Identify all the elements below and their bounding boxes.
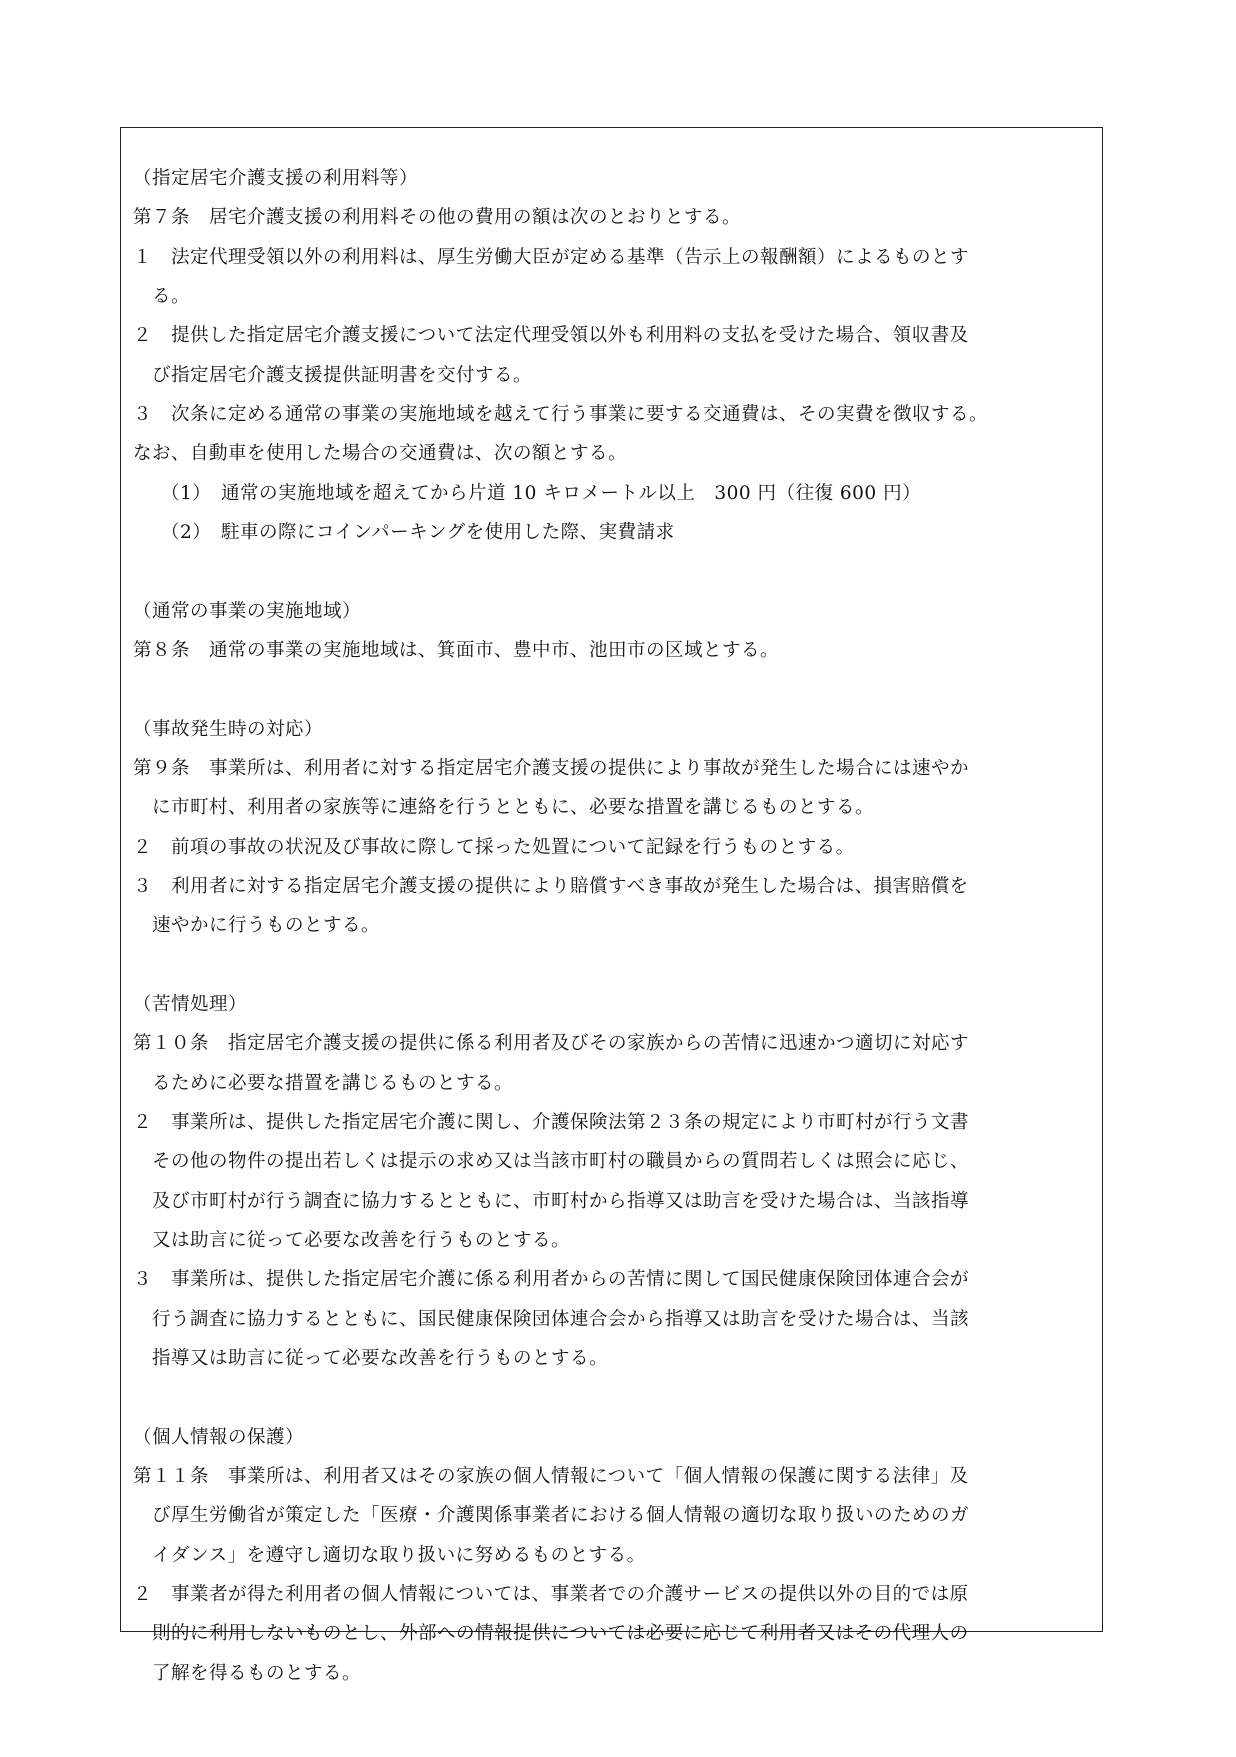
article-9-cont: に市町村、利用者の家族等に連絡を行うとともに、必要な措置を講じるものとする。 [133,797,875,818]
article-8: 第８条 通常の事業の実施地域は、箕面市、豊中市、池田市の区域とする。 [133,640,780,661]
article-10-item-3: ３ 事業所は、提供した指定居宅介護に係る利用者からの苦情に関して国民健康保険団体連合会が [133,1269,970,1290]
article-11-item-2-cont-2: 了解を得るものとする。 [133,1663,362,1684]
article-10-item-3-cont-1: 行う調査に協力するとともに、国民健康保険団体連合会から指導又は助言を受けた場合は、当該 [133,1309,970,1330]
article-7-item-3: ３ 次条に定める通常の事業の実施地域を越えて行う事業に要する交通費は、その実費を徴収する。 [133,404,989,425]
document-frame [120,127,1103,1684]
article-7-item-3-cont: なお、自動車を使用した場合の交通費は、次の額とする。 [133,443,628,464]
article-10-item-2-cont-2: 及び市町村が行う調査に協力するとともに、市町村から指導又は助言を受けた場合は、当該指導 [133,1191,970,1212]
heading-privacy: （個人情報の保護） [133,1427,305,1448]
article-10-item-2: ２ 事業所は、提供した指定居宅介護に関し、介護保険法第２３条の規定により市町村が行う文書 [133,1112,970,1133]
article-11: 第１１条 事業所は、利用者又はその家族の個人情報について「個人情報の保護に関する法律」及 [133,1466,969,1487]
article-11-cont-1: び厚生労働省が策定した「医療・介護関係事業者における個人情報の適切な取り扱いのためのガ [133,1505,970,1526]
article-11-cont-2: イダンス」を遵守し適切な取り扱いに努めるものとする。 [133,1545,646,1566]
article-7-item-2: ２ 提供した指定居宅介護支援について法定代理受領以外も利用料の支払を受けた場合、領収書及 [133,325,969,346]
article-9-item-3: ３ 利用者に対する指定居宅介護支援の提供により賠償すべき事故が発生した場合は、損害賠償を [133,876,969,897]
article-7: 第７条 居宅介護支援の利用料その他の費用の額は次のとおりとする。 [133,207,742,228]
article-7-sub-1: （1） 通常の実施地域を超えてから片道 10 キロメートル以上 300 円（往復 600 円） [161,483,922,504]
heading-accident: （事故発生時の対応） [133,719,324,740]
article-7-item-2-cont: び指定居宅介護支援提供証明書を交付する。 [133,365,533,386]
article-9: 第９条 事業所は、利用者に対する指定居宅介護支援の提供により事故が発生した場合には速やか [133,758,970,779]
article-10-item-3-cont-2: 指導又は助言に従って必要な改善を行うものとする。 [133,1348,609,1369]
article-9-item-2: ２ 前項の事故の状況及び事故に際して採った処置について記録を行うものとする。 [133,837,855,858]
article-7-item-1: １ 法定代理受領以外の利用料は、厚生労働大臣が定める基準（告示上の報酬額）によるものとす [133,247,970,268]
article-11-item-2-cont-1: 則的に利用しないものとし、外部への情報提供については必要に応じて利用者又はその代理人の [133,1623,969,1644]
article-11-item-2: ２ 事業者が得た利用者の個人情報については、事業者での介護サービスの提供以外の目的では原 [133,1584,969,1605]
article-10-item-2-cont-1: その他の物件の提出若しくは提示の求め又は当該市町村の職員からの質問若しくは照会に応じ、 [133,1151,970,1172]
article-10-cont: るために必要な措置を講じるものとする。 [133,1073,514,1094]
article-10: 第１０条 指定居宅介護支援の提供に係る利用者及びその家族からの苦情に迅速かつ適切に対応す [133,1033,970,1054]
heading-service-area: （通常の事業の実施地域） [133,601,362,622]
article-7-sub-2: （2） 駐車の際にコインパーキングを使用した際、実費請求 [161,522,675,543]
heading-complaints: （苦情処理） [133,994,248,1015]
article-9-item-3-cont: 速やかに行うものとする。 [133,915,381,936]
heading-fee: （指定居宅介護支援の利用料等） [133,168,419,189]
article-10-item-2-cont-3: 又は助言に従って必要な改善を行うものとする。 [133,1230,571,1251]
article-7-item-1-cont: る。 [133,286,191,307]
